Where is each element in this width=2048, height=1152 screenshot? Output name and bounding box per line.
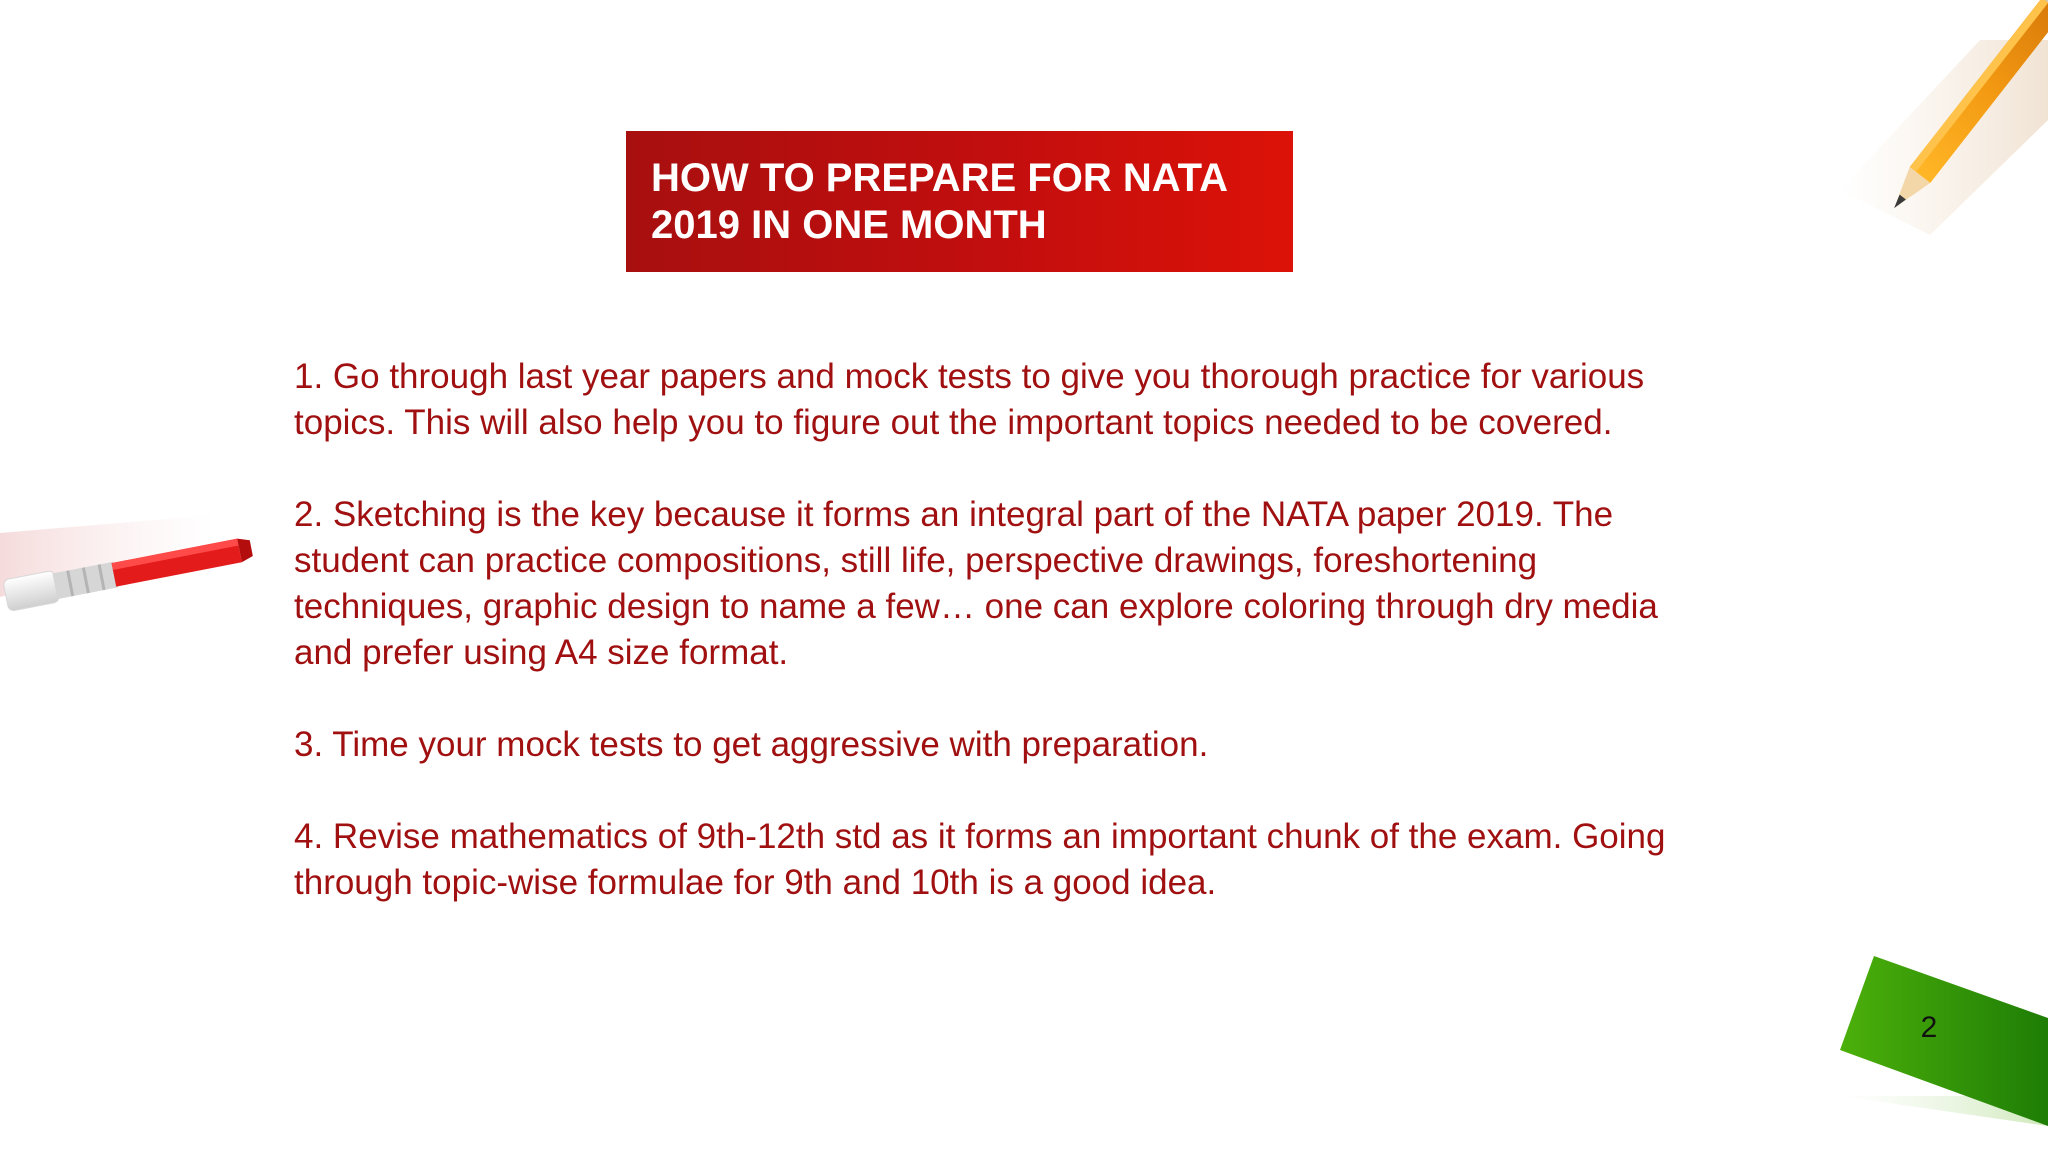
text-line: topics. This will also help you to figure out the important topics needed to be covered. <box>294 403 1613 442</box>
text-line: 1. Go through last year papers and mock tests to give you thorough practice for various <box>294 357 1645 396</box>
slide-title-line: 2019 IN ONE MONTH <box>651 203 1047 247</box>
slide-body <box>294 354 1854 952</box>
text-line: 2. Sketching is the key because it forms an integral part of the NATA paper 2019. The <box>294 495 1614 534</box>
page-number: 2 <box>1920 1011 1938 1044</box>
paragraph-2 <box>294 492 1854 676</box>
red-marker-icon <box>0 505 262 635</box>
paragraph-3 <box>294 722 1854 768</box>
title-box <box>626 131 1293 272</box>
text-line: and prefer using A4 size format. <box>294 633 789 672</box>
pencil-icon <box>1780 0 2048 320</box>
paragraph-4 <box>294 814 1854 906</box>
text-line: through topic-wise formulae for 9th and 10th is a good idea. <box>294 863 1217 902</box>
text-line: 3. Time your mock tests to get aggressive with preparation. <box>294 725 1209 764</box>
slide-title-line: HOW TO PREPARE FOR NATA <box>651 156 1229 200</box>
paragraph-1 <box>294 354 1854 446</box>
text-line: student can practice compositions, still life, perspective drawings, foreshortening <box>294 541 1538 580</box>
text-line: 4. Revise mathematics of 9th-12th std as it forms an important chunk of the exam. Going <box>294 817 1666 856</box>
text-line: techniques, graphic design to name a few… one can explore coloring through dry media <box>294 587 1658 626</box>
green-page-tab <box>1840 950 2048 1152</box>
